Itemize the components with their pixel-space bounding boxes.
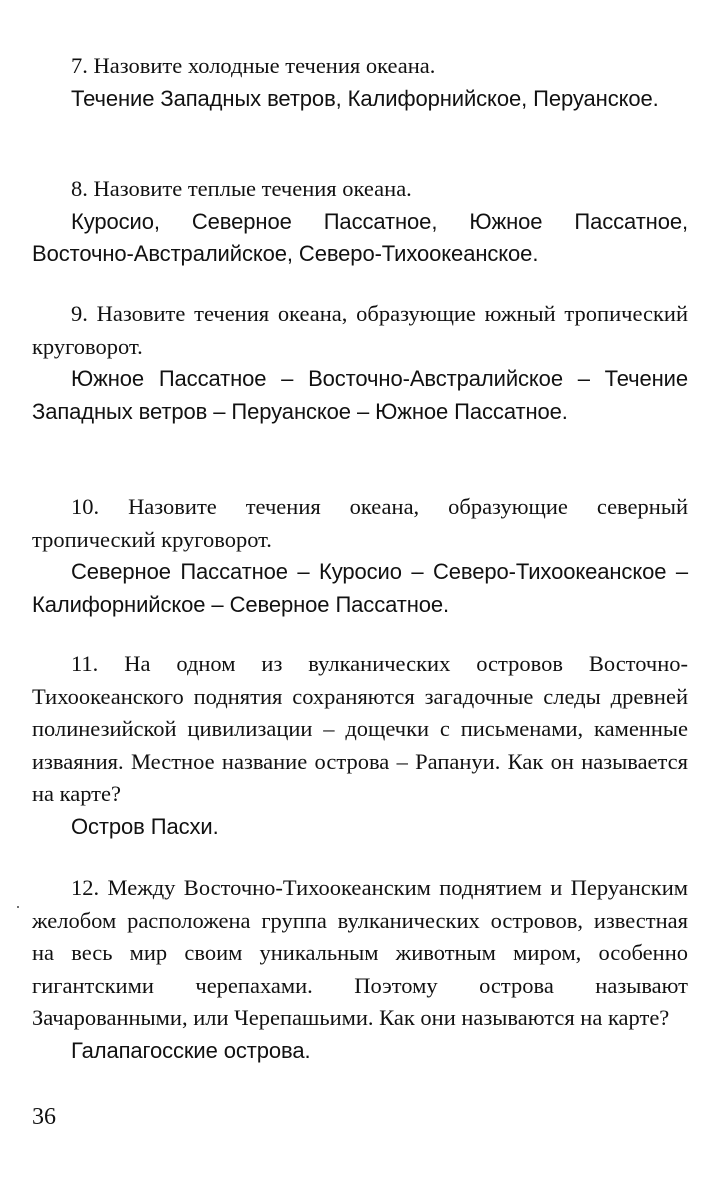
qa-item-10 bbox=[32, 491, 688, 621]
scan-speck bbox=[17, 906, 19, 908]
page-number: 36 bbox=[32, 1104, 56, 1130]
question-text: 7. Назовите холодные течения океана. bbox=[71, 53, 436, 78]
answer-text: Течение Западных ветров, Калифорнийское, Перуанское. bbox=[71, 85, 659, 111]
question-text: 11. На одном из вулканических островов Восточно-Тихоокеанского поднятия сохраняются загадочные следы древней полинезийской цивилизации – дощечки с письменами, каменные изваяния. Местное название острова – Рапануи. Как он называется на карте? bbox=[32, 651, 688, 806]
qa-item-7 bbox=[32, 50, 688, 115]
qa-item-8 bbox=[32, 173, 688, 271]
answer-text: Южное Пассатное – Восточно-Австралийское – Течение Западных ветров – Перуанское – Южное Пассатное. bbox=[32, 366, 688, 424]
answer-text: Остров Пасхи. bbox=[71, 813, 219, 839]
qa-item-9 bbox=[32, 298, 688, 428]
question-text: 9. Назовите течения океана, образующие южный тропический круговорот. bbox=[32, 301, 688, 359]
question-text: 8. Назовите теплые течения океана. bbox=[71, 176, 412, 201]
question-text: 12. Между Восточно-Тихоокеанским поднятием и Перуанским желобом расположена группа вулканических островов, известная на весь мир своим уникальным животным миром, особенно гигантскими черепахами. Поэтому острова называют Зачарованными, или Черепашьими. Как они называются на карте? bbox=[32, 875, 688, 1030]
question-text: 10. Назовите течения океана, образующие северный тропический круговорот. bbox=[32, 494, 688, 552]
answer-text: Галапагосские острова. bbox=[71, 1037, 311, 1063]
qa-item-12 bbox=[32, 872, 688, 1067]
answer-text: Северное Пассатное – Куросио – Северо-Тихоокеанское – Калифорнийское – Северное Пассатное. bbox=[32, 559, 688, 617]
answer-text: Куросио, Северное Пассатное, Южное Пассатное, Восточно-Австралийское, Северо-Тихоокеанское. bbox=[32, 208, 688, 266]
qa-item-11 bbox=[32, 648, 688, 843]
